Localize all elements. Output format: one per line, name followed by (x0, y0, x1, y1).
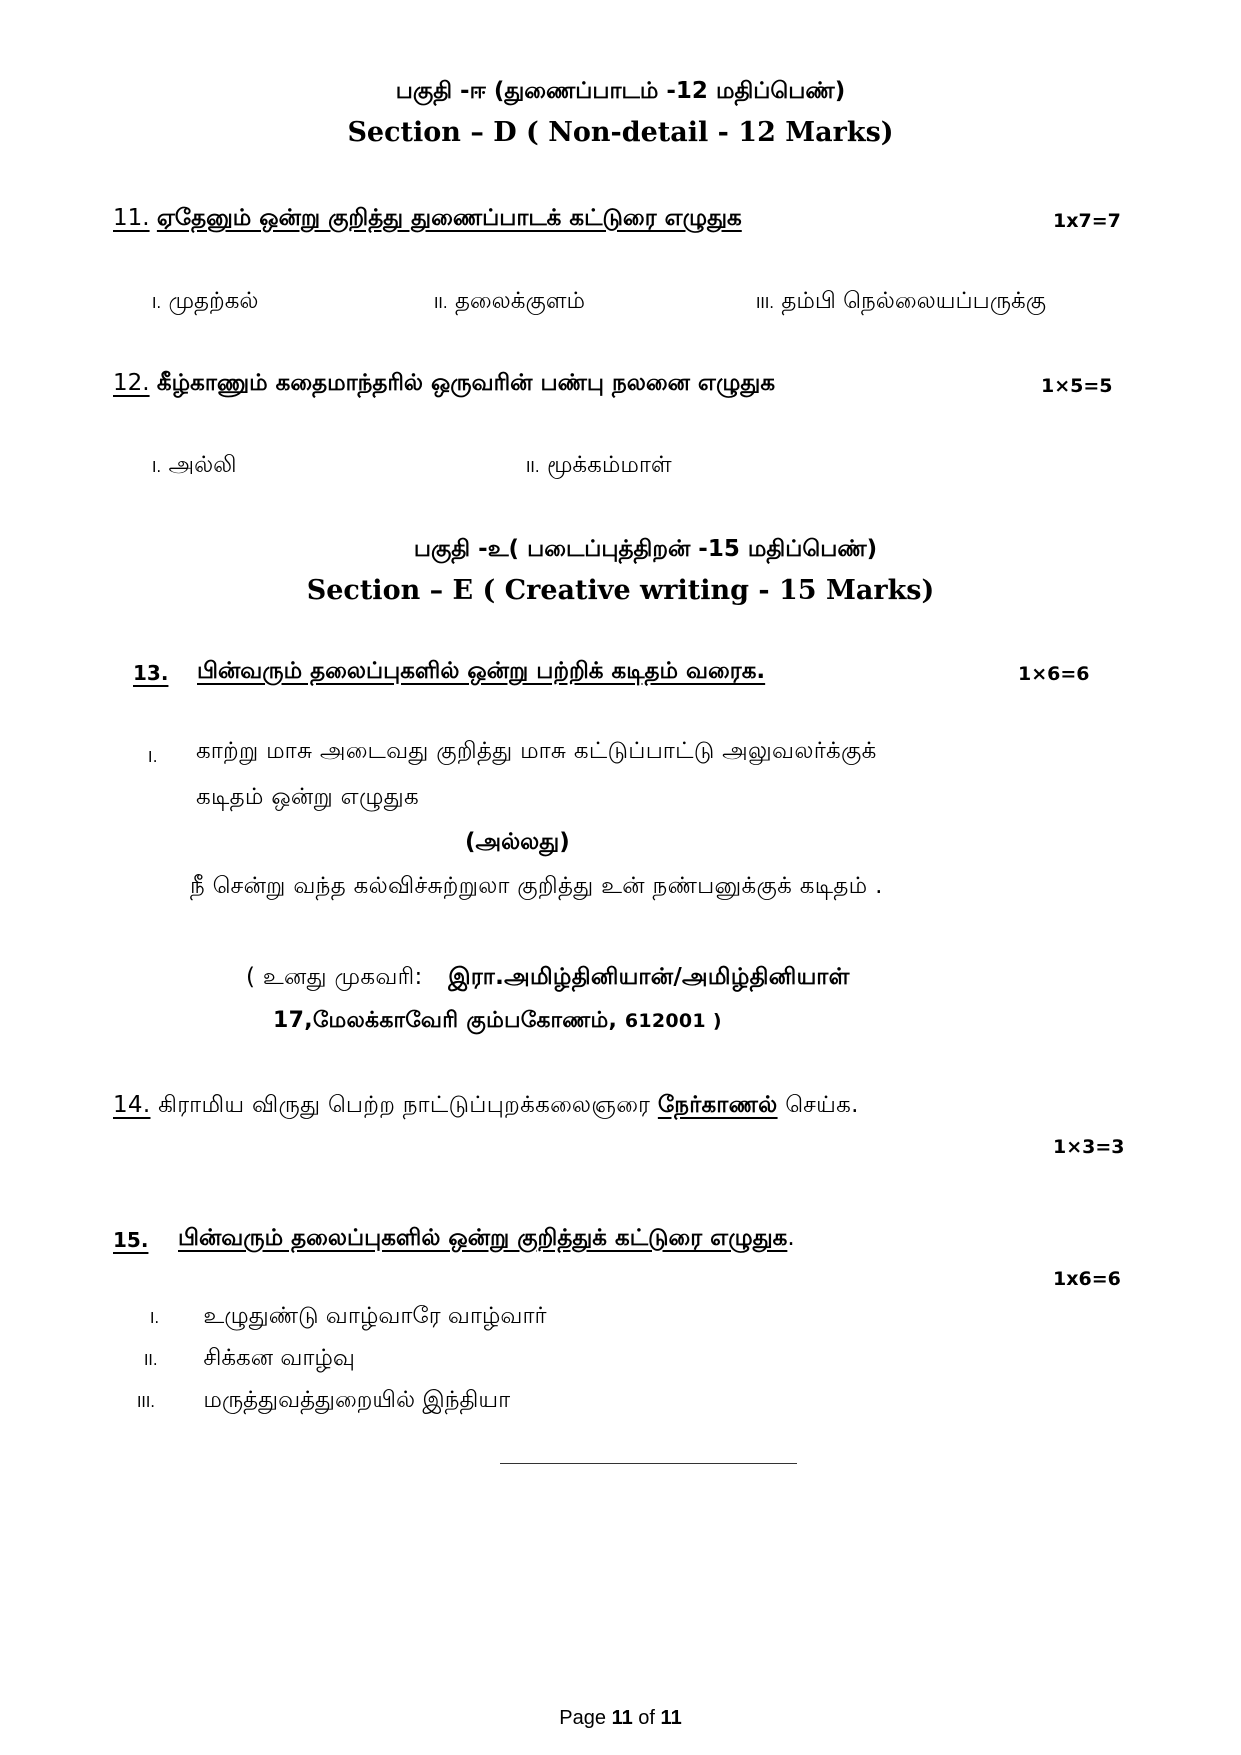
q11-option-1 (152, 288, 259, 317)
q13-option-number: I. (148, 748, 158, 766)
q11-option-3 (756, 288, 1046, 317)
question-12 (113, 370, 775, 399)
page-footer: Page 11 of 11 (559, 1707, 682, 1729)
q12-option-2 (526, 452, 672, 481)
question-13-marks: 1×6=6 (1018, 663, 1090, 685)
question-14 (113, 1092, 859, 1121)
q13-letter-line-2: கடிதம் ஒன்று எழுதுக (196, 784, 420, 810)
question-14-marks: 1×3=3 (1053, 1136, 1125, 1158)
option-number: I. (152, 294, 162, 312)
option-text: முதற்கல் (168, 288, 259, 314)
option-text: அல்லி (168, 452, 237, 478)
q15-option-2 (144, 1345, 355, 1374)
section-d-tamil-title: பகுதி -ஈ (துணைப்பாடம் -12 மதிப்பெண்) (395, 78, 846, 104)
option-number: II. (434, 294, 448, 312)
q12-option-1 (152, 452, 237, 481)
question-text: கிராமிய விருது பெற்ற நாட்டுப்புறக்கலைஞரை (158, 1092, 651, 1118)
option-text: தலைக்குளம் (454, 288, 586, 314)
option-text: சிக்கன வாழ்வு (203, 1345, 355, 1371)
question-11 (113, 205, 742, 234)
question-text: கீழ்காணும் கதைமாந்தரில் ஒருவரின் பண்பு நலனை எழுதுக (156, 370, 776, 396)
option-number: II. (526, 458, 540, 476)
question-15-text: பின்வரும் தலைப்புகளில் ஒன்று குறித்துக் கட்டுரை எழுதுக. (178, 1225, 795, 1251)
q13-letter-line-3: நீ சென்று வந்த கல்விச்சுற்றுலா குறித்து உன் நண்பனுக்குக் கடிதம் . (190, 873, 883, 899)
option-number: I. (150, 1309, 160, 1327)
question-text-end: செய்க. (785, 1092, 859, 1118)
option-text: தம்பி நெல்லையப்பருக்கு (781, 288, 1047, 314)
question-12-marks: 1×5=5 (1041, 375, 1113, 397)
question-number: 14. (113, 1092, 151, 1118)
question-text: ஏதேனும் ஒன்று குறித்து துணைப்பாடக் கட்டுரை எழுதுக (156, 205, 742, 231)
q13-or-label: (அல்லது) (465, 829, 570, 855)
question-15-number: 15. (113, 1228, 149, 1252)
q11-option-2 (434, 288, 585, 317)
option-text: மருத்துவத்துறையில் இந்தியா (203, 1387, 511, 1413)
question-number: 11. (113, 205, 150, 231)
question-15-marks: 1x6=6 (1053, 1268, 1121, 1290)
question-13-number: 13. (133, 661, 169, 685)
question-11-marks: 1x7=7 (1053, 210, 1121, 232)
q13-address-line-2: 17,மேலக்காவேரி கும்பகோணம், 612001 ) (273, 1008, 722, 1033)
q13-address-line-1: ( உனது முகவரி: இரா.அமிழ்தினியான்/அமிழ்தினியாள் (246, 964, 850, 990)
question-13-text: பின்வரும் தலைப்புகளில் ஒன்று பற்றிக் கடிதம் வரைக. (197, 658, 766, 684)
option-number: III. (756, 294, 775, 312)
q13-letter-line-1: காற்று மாசு அடைவது குறித்து மாசு கட்டுப்பாட்டு அலுவலர்க்குக் (196, 738, 877, 764)
section-d-english-title: Section – D ( Non-detail - 12 Marks) (347, 117, 894, 148)
question-emphasis: நேர்காணல் (657, 1092, 778, 1118)
option-number: III. (137, 1393, 156, 1411)
q15-option-3 (137, 1387, 510, 1416)
end-divider (500, 1463, 797, 1464)
option-text: மூக்கம்மாள் (546, 452, 672, 478)
section-e-english-title: Section – E ( Creative writing - 15 Marks) (306, 575, 935, 606)
option-number: I. (152, 458, 162, 476)
q15-option-1 (150, 1303, 546, 1332)
question-number: 12. (113, 370, 150, 396)
option-text: உழுதுண்டு வாழ்வாரே வாழ்வார் (203, 1303, 547, 1329)
option-number: II. (144, 1351, 158, 1369)
section-e-tamil-title: பகுதி -உ( படைப்புத்திறன் -15 மதிப்பெண்) (413, 536, 878, 562)
